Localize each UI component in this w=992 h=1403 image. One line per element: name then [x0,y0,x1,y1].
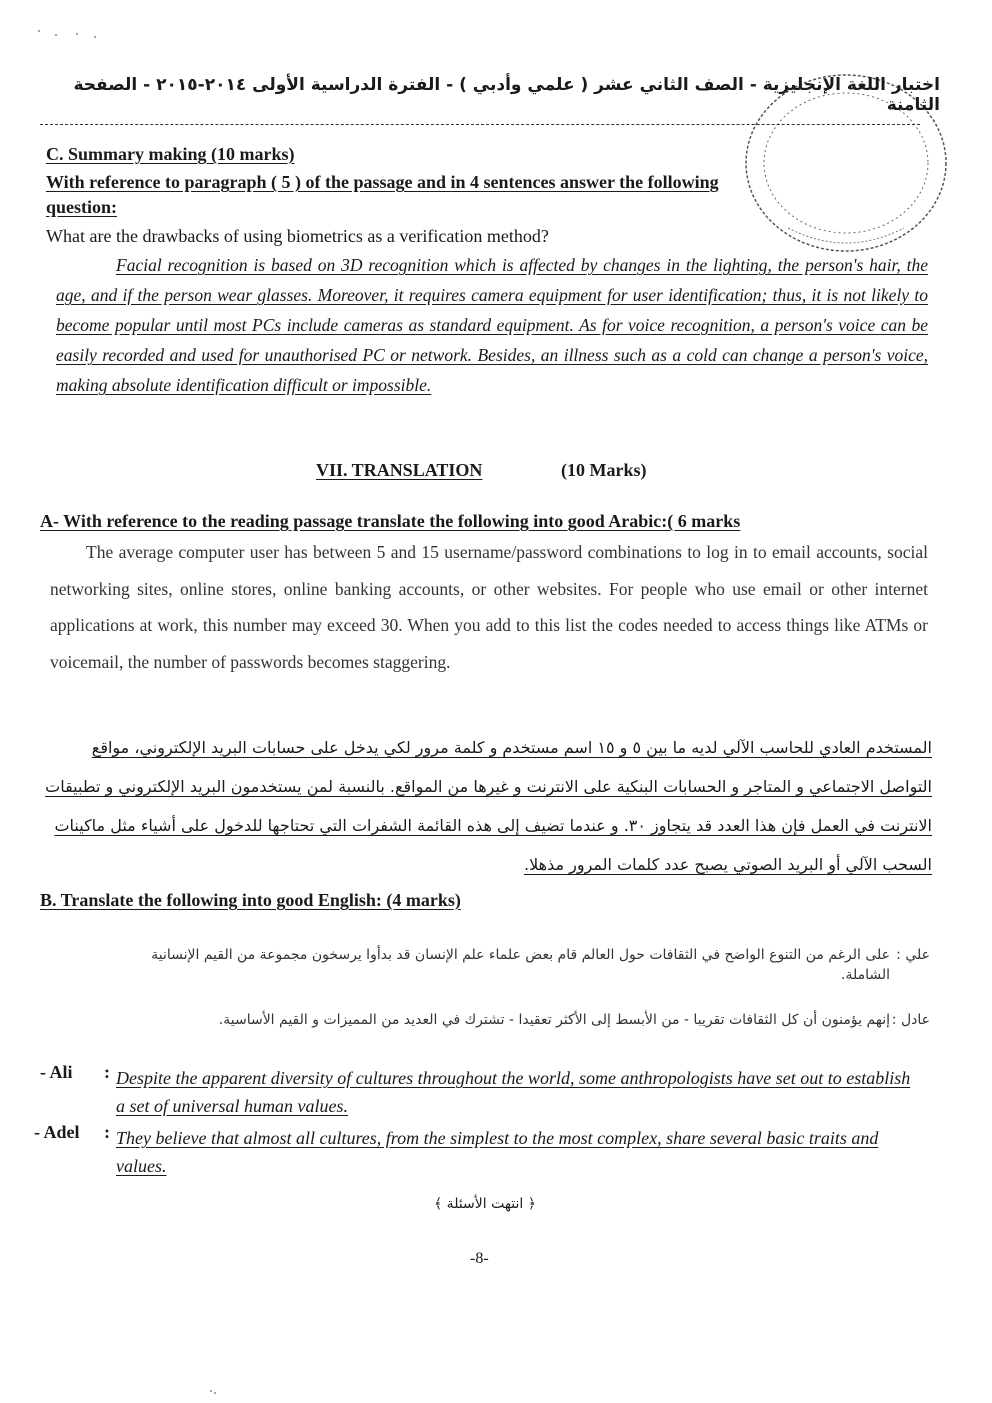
part-a-title: A- With reference to the reading passage translate the following into good Arabic:( 6 marks [40,511,741,531]
ali-separator: : [104,1062,110,1082]
page-number: -8- [470,1250,489,1267]
summary-answer: Facial recognition is based on 3D recognition which is affected by changes in the lighting, the person's hair, the age, and if the person wear glasses. Moreover, it requires camera equipment for user identification; thus, it is not likely to become popular until most PCs include cameras as standard equipment. As for voice recognition, a person's voice can be easily recorded and used for unauthorised PC or network. Besides, an illness such as a cold can change a person's voice, making absolute identification difficult or impossible. [56,255,928,395]
arabic-adel-text: إنهم يؤمنون أن كل الثقافات تقريبا - من الأبسط إلى الأكثر تعقيدا - تشترك في العديد من المميزات و القيم الأساسية. [218,1012,890,1028]
adel-separator: : [104,1122,110,1142]
part-a-passage: The average computer user has between 5 and 15 username/password combinations to log in to email accounts, social networking sites, online stores, online banking accounts, or other websites. For people who use email or other internet applications at work, this number may exceed 30. When you add to this list the codes needed to access things like ATMs or voicemail, the number of passwords becomes staggering. [50,542,928,672]
arabic-adel-label: عادل : [891,1012,930,1028]
part-a-arabic-answer: المستخدم العادي للحاسب الآلي لديه ما بين ٥ و ١٥ اسم مستخدم و كلمة مرور لكي يدخل على حسابات البريد الإلكتروني، مواقع التواصل الاجتماعي و المتاجر و الحسابات البنكية على الانترنت و غيرها من المواقع. بالنسبة لمن يستخدمون البريد الإلكتروني و تطبيقات الانترنت في العمل فإن هذا العدد قد يتجاوز ٣٠. و عندما تضيف إلى هذه القائمة الشفرات التي تحتاجها للدخول على أشياء مثل ماكينات السحب الآلي أو البريد الصوتي يصبح عدد كلمات المرور مذهلا. [45,738,932,874]
summary-instruction-line2: question: [46,197,118,217]
end-of-questions: ﴿ انتهت الأسئلة ﴾ [434,1196,536,1212]
summary-question: What are the drawbacks of using biometrics as a verification method? [46,226,549,246]
part-b-title: B. Translate the following into good English: (4 marks) [40,890,461,910]
ali-answer: Despite the apparent diversity of cultures throughout the world, some anthropologists have set out to establish a set of universal human values. [116,1068,911,1116]
arabic-ali-label: علي : [896,947,930,963]
translation-section-marks: (10 Marks) [561,460,647,480]
adel-answer: They believe that almost all cultures, from the simplest to the most complex, share several basic traits and values. [116,1128,879,1176]
ali-label: - Ali [40,1062,73,1082]
page-header: اختبار اللغة الإنجليزية - الصف الثاني عشر ( علمي وأدبي ) - الفترة الدراسية الأولى ٢٠١٤-٢٠١٥ - الصفحة الثامنة [73,75,940,115]
summary-instruction-line1: With reference to paragraph ( 5 ) of the passage and in 4 sentences answer the following [46,172,719,192]
header-divider [40,124,920,125]
translation-section-title: VII. TRANSLATION [316,460,483,480]
arabic-ali-text: على الرغم من التنوع الواضح في الثقافات حول العالم قام بعض علماء علم الإنسان قد بدأوا يرسخون مجموعة من القيم الإنسانية الشاملة. [151,947,890,983]
summary-title: C. Summary making (10 marks) [46,144,295,164]
adel-label: - Adel [34,1122,80,1142]
